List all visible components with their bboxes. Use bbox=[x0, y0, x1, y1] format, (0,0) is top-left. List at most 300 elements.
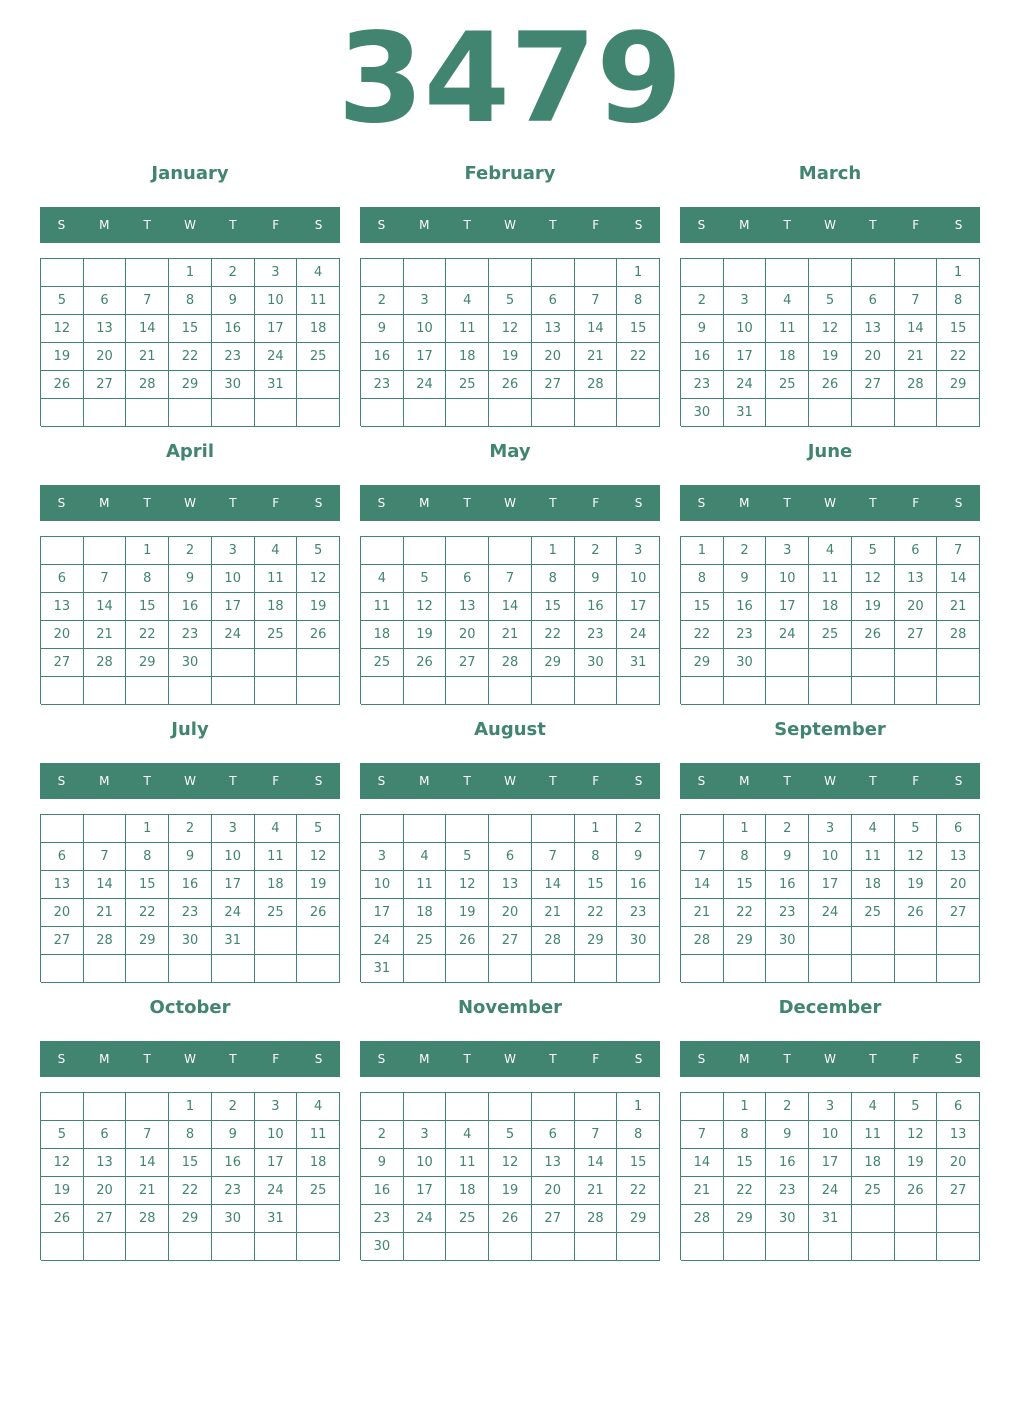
day-cell: 2 bbox=[681, 287, 724, 315]
day-cell: 9 bbox=[212, 287, 255, 315]
day-cell: 23 bbox=[766, 1177, 809, 1205]
day-cell: 13 bbox=[41, 593, 84, 621]
weekday-label: W bbox=[184, 1052, 196, 1066]
empty-day-cell bbox=[766, 677, 809, 705]
day-cell: 27 bbox=[937, 899, 980, 927]
day-cell: 15 bbox=[937, 315, 980, 343]
weekday-label: T bbox=[549, 496, 557, 510]
empty-day-cell bbox=[297, 927, 340, 955]
day-cell: 31 bbox=[617, 649, 660, 677]
weekday-label: W bbox=[504, 218, 516, 232]
empty-day-cell bbox=[617, 1233, 660, 1261]
day-cell: 19 bbox=[895, 871, 938, 899]
day-cell: 16 bbox=[766, 1149, 809, 1177]
empty-day-cell bbox=[126, 1093, 169, 1121]
day-cell: 14 bbox=[681, 1149, 724, 1177]
empty-day-cell bbox=[895, 1233, 938, 1261]
day-cell: 8 bbox=[617, 1121, 660, 1149]
day-cell: 3 bbox=[809, 1093, 852, 1121]
month-name: March bbox=[798, 163, 862, 184]
day-grid bbox=[360, 814, 660, 982]
day-cell: 16 bbox=[766, 871, 809, 899]
empty-day-cell bbox=[809, 1233, 852, 1261]
empty-day-cell bbox=[575, 1093, 618, 1121]
weekday-label: T bbox=[143, 774, 151, 788]
month-april bbox=[40, 436, 340, 714]
day-cell: 11 bbox=[852, 1121, 895, 1149]
day-cell: 12 bbox=[809, 315, 852, 343]
day-cell: 29 bbox=[126, 649, 169, 677]
day-cell: 30 bbox=[361, 1233, 404, 1261]
weekday-label: T bbox=[783, 496, 791, 510]
empty-day-cell bbox=[681, 677, 724, 705]
day-cell: 6 bbox=[852, 287, 895, 315]
empty-day-cell bbox=[361, 537, 404, 565]
day-cell: 30 bbox=[766, 927, 809, 955]
day-cell: 7 bbox=[681, 843, 724, 871]
day-cell: 8 bbox=[724, 843, 767, 871]
weekday-label: T bbox=[463, 1052, 471, 1066]
day-cell: 4 bbox=[446, 287, 489, 315]
empty-day-cell bbox=[766, 399, 809, 427]
day-cell: 20 bbox=[41, 899, 84, 927]
empty-day-cell bbox=[895, 927, 938, 955]
day-cell: 9 bbox=[361, 1149, 404, 1177]
day-cell: 4 bbox=[297, 259, 340, 287]
day-cell: 14 bbox=[575, 1149, 618, 1177]
empty-day-cell bbox=[766, 1233, 809, 1261]
weekday-header bbox=[40, 485, 340, 521]
day-cell: 5 bbox=[446, 843, 489, 871]
day-cell: 17 bbox=[361, 899, 404, 927]
day-cell: 6 bbox=[41, 565, 84, 593]
months-grid bbox=[40, 158, 980, 1270]
weekday-label: M bbox=[99, 496, 110, 510]
day-cell: 3 bbox=[724, 287, 767, 315]
day-cell: 2 bbox=[169, 815, 212, 843]
day-cell: 31 bbox=[255, 371, 298, 399]
day-cell: 8 bbox=[169, 287, 212, 315]
day-cell: 24 bbox=[404, 371, 447, 399]
day-cell: 8 bbox=[126, 843, 169, 871]
day-cell: 21 bbox=[575, 343, 618, 371]
month-name: December bbox=[778, 997, 882, 1018]
day-cell: 2 bbox=[361, 1121, 404, 1149]
empty-day-cell bbox=[84, 1233, 127, 1261]
empty-day-cell bbox=[404, 1233, 447, 1261]
day-cell: 11 bbox=[255, 565, 298, 593]
empty-day-cell bbox=[681, 259, 724, 287]
day-cell: 22 bbox=[724, 899, 767, 927]
empty-day-cell bbox=[404, 259, 447, 287]
day-cell: 19 bbox=[809, 343, 852, 371]
day-grid bbox=[360, 536, 660, 704]
day-cell: 17 bbox=[766, 593, 809, 621]
day-cell: 15 bbox=[724, 1149, 767, 1177]
day-cell: 29 bbox=[532, 649, 575, 677]
day-cell: 25 bbox=[446, 1205, 489, 1233]
empty-day-cell bbox=[724, 955, 767, 983]
empty-day-cell bbox=[809, 259, 852, 287]
day-cell: 8 bbox=[617, 287, 660, 315]
day-cell: 7 bbox=[84, 565, 127, 593]
day-cell: 3 bbox=[212, 537, 255, 565]
day-cell: 26 bbox=[41, 1205, 84, 1233]
day-cell: 21 bbox=[84, 899, 127, 927]
day-cell: 15 bbox=[126, 871, 169, 899]
empty-day-cell bbox=[489, 399, 532, 427]
day-cell: 20 bbox=[532, 1177, 575, 1205]
day-cell: 25 bbox=[255, 899, 298, 927]
day-cell: 10 bbox=[404, 1149, 447, 1177]
empty-day-cell bbox=[575, 399, 618, 427]
weekday-label: F bbox=[272, 218, 280, 232]
day-cell: 22 bbox=[937, 343, 980, 371]
weekday-header bbox=[40, 1041, 340, 1077]
day-cell: 4 bbox=[255, 815, 298, 843]
day-cell: 2 bbox=[575, 537, 618, 565]
day-cell: 26 bbox=[404, 649, 447, 677]
empty-day-cell bbox=[895, 259, 938, 287]
day-cell: 1 bbox=[937, 259, 980, 287]
day-cell: 19 bbox=[41, 1177, 84, 1205]
day-cell: 23 bbox=[169, 621, 212, 649]
day-cell: 17 bbox=[212, 593, 255, 621]
weekday-label: T bbox=[143, 218, 151, 232]
day-cell: 29 bbox=[169, 1205, 212, 1233]
empty-day-cell bbox=[852, 1233, 895, 1261]
empty-day-cell bbox=[852, 399, 895, 427]
month-name: July bbox=[171, 719, 209, 740]
day-cell: 27 bbox=[41, 927, 84, 955]
weekday-label: M bbox=[99, 774, 110, 788]
day-cell: 3 bbox=[617, 537, 660, 565]
empty-day-cell bbox=[41, 1093, 84, 1121]
day-cell: 31 bbox=[255, 1205, 298, 1233]
day-cell: 22 bbox=[126, 621, 169, 649]
day-cell: 12 bbox=[41, 1149, 84, 1177]
empty-day-cell bbox=[41, 815, 84, 843]
day-cell: 27 bbox=[446, 649, 489, 677]
day-cell: 30 bbox=[724, 649, 767, 677]
empty-day-cell bbox=[681, 815, 724, 843]
weekday-label: M bbox=[99, 1052, 110, 1066]
empty-day-cell bbox=[895, 677, 938, 705]
day-cell: 24 bbox=[809, 1177, 852, 1205]
day-cell: 31 bbox=[361, 955, 404, 983]
day-cell: 28 bbox=[575, 1205, 618, 1233]
day-cell: 8 bbox=[724, 1121, 767, 1149]
day-cell: 19 bbox=[404, 621, 447, 649]
day-cell: 20 bbox=[532, 343, 575, 371]
empty-day-cell bbox=[489, 815, 532, 843]
day-cell: 9 bbox=[575, 565, 618, 593]
day-cell: 14 bbox=[84, 593, 127, 621]
empty-day-cell bbox=[489, 1233, 532, 1261]
day-cell: 28 bbox=[937, 621, 980, 649]
empty-day-cell bbox=[297, 399, 340, 427]
empty-day-cell bbox=[84, 955, 127, 983]
empty-day-cell bbox=[809, 399, 852, 427]
day-cell: 5 bbox=[895, 1093, 938, 1121]
day-cell: 9 bbox=[766, 843, 809, 871]
day-cell: 22 bbox=[169, 343, 212, 371]
day-cell: 24 bbox=[766, 621, 809, 649]
empty-day-cell bbox=[297, 371, 340, 399]
month-june bbox=[680, 436, 980, 714]
empty-day-cell bbox=[446, 1233, 489, 1261]
day-cell: 25 bbox=[297, 1177, 340, 1205]
day-cell: 28 bbox=[84, 927, 127, 955]
day-cell: 20 bbox=[446, 621, 489, 649]
day-cell: 10 bbox=[255, 1121, 298, 1149]
empty-day-cell bbox=[41, 537, 84, 565]
day-cell: 27 bbox=[532, 371, 575, 399]
day-cell: 30 bbox=[212, 371, 255, 399]
day-cell: 16 bbox=[681, 343, 724, 371]
day-cell: 2 bbox=[361, 287, 404, 315]
day-cell: 10 bbox=[255, 287, 298, 315]
empty-day-cell bbox=[446, 677, 489, 705]
weekday-label: T bbox=[229, 218, 237, 232]
day-cell: 18 bbox=[852, 1149, 895, 1177]
month-march bbox=[680, 158, 980, 436]
day-cell: 15 bbox=[532, 593, 575, 621]
empty-day-cell bbox=[446, 537, 489, 565]
day-cell: 21 bbox=[126, 1177, 169, 1205]
day-cell: 24 bbox=[255, 1177, 298, 1205]
day-cell: 10 bbox=[212, 565, 255, 593]
day-cell: 21 bbox=[532, 899, 575, 927]
day-cell: 6 bbox=[937, 815, 980, 843]
empty-day-cell bbox=[126, 955, 169, 983]
day-cell: 2 bbox=[617, 815, 660, 843]
day-cell: 25 bbox=[766, 371, 809, 399]
empty-day-cell bbox=[937, 955, 980, 983]
empty-day-cell bbox=[297, 649, 340, 677]
empty-day-cell bbox=[84, 399, 127, 427]
day-cell: 23 bbox=[212, 343, 255, 371]
weekday-label: T bbox=[463, 218, 471, 232]
empty-day-cell bbox=[532, 399, 575, 427]
day-cell: 21 bbox=[895, 343, 938, 371]
day-cell: 10 bbox=[809, 843, 852, 871]
day-cell: 11 bbox=[852, 843, 895, 871]
empty-day-cell bbox=[126, 399, 169, 427]
weekday-label: S bbox=[697, 218, 706, 232]
weekday-label: S bbox=[377, 496, 386, 510]
day-cell: 1 bbox=[681, 537, 724, 565]
empty-day-cell bbox=[937, 1233, 980, 1261]
weekday-label: T bbox=[783, 1052, 791, 1066]
day-cell: 28 bbox=[895, 371, 938, 399]
weekday-label: S bbox=[634, 218, 643, 232]
day-cell: 5 bbox=[297, 815, 340, 843]
empty-day-cell bbox=[852, 649, 895, 677]
day-cell: 17 bbox=[809, 871, 852, 899]
empty-day-cell bbox=[446, 399, 489, 427]
day-cell: 12 bbox=[297, 843, 340, 871]
day-cell: 5 bbox=[41, 287, 84, 315]
month-january bbox=[40, 158, 340, 436]
day-cell: 5 bbox=[809, 287, 852, 315]
empty-day-cell bbox=[404, 1093, 447, 1121]
day-cell: 18 bbox=[446, 343, 489, 371]
weekday-label: T bbox=[783, 774, 791, 788]
weekday-label: T bbox=[549, 1052, 557, 1066]
day-cell: 23 bbox=[212, 1177, 255, 1205]
day-cell: 7 bbox=[126, 1121, 169, 1149]
empty-day-cell bbox=[297, 1233, 340, 1261]
day-cell: 19 bbox=[895, 1149, 938, 1177]
weekday-label: W bbox=[184, 774, 196, 788]
empty-day-cell bbox=[404, 955, 447, 983]
day-cell: 10 bbox=[361, 871, 404, 899]
day-cell: 11 bbox=[809, 565, 852, 593]
month-august bbox=[360, 714, 660, 992]
day-cell: 1 bbox=[724, 1093, 767, 1121]
empty-day-cell bbox=[895, 1205, 938, 1233]
weekday-label: M bbox=[739, 774, 750, 788]
empty-day-cell bbox=[724, 1233, 767, 1261]
empty-day-cell bbox=[895, 649, 938, 677]
empty-day-cell bbox=[255, 1233, 298, 1261]
day-cell: 10 bbox=[404, 315, 447, 343]
weekday-header bbox=[360, 485, 660, 521]
weekday-label: S bbox=[314, 496, 323, 510]
day-cell: 26 bbox=[852, 621, 895, 649]
day-cell: 26 bbox=[297, 621, 340, 649]
month-name: February bbox=[464, 163, 556, 184]
month-july bbox=[40, 714, 340, 992]
weekday-label: S bbox=[57, 1052, 66, 1066]
weekday-label: M bbox=[739, 1052, 750, 1066]
day-cell: 2 bbox=[212, 259, 255, 287]
empty-day-cell bbox=[489, 259, 532, 287]
day-cell: 7 bbox=[532, 843, 575, 871]
day-cell: 11 bbox=[446, 315, 489, 343]
weekday-label: S bbox=[377, 218, 386, 232]
day-cell: 22 bbox=[617, 343, 660, 371]
empty-day-cell bbox=[126, 259, 169, 287]
day-cell: 25 bbox=[809, 621, 852, 649]
empty-day-cell bbox=[361, 815, 404, 843]
day-cell: 7 bbox=[895, 287, 938, 315]
day-cell: 3 bbox=[404, 287, 447, 315]
day-cell: 25 bbox=[446, 371, 489, 399]
day-grid bbox=[680, 258, 980, 426]
day-cell: 18 bbox=[255, 871, 298, 899]
day-cell: 20 bbox=[84, 1177, 127, 1205]
day-cell: 18 bbox=[766, 343, 809, 371]
day-cell: 24 bbox=[809, 899, 852, 927]
day-cell: 30 bbox=[169, 927, 212, 955]
day-cell: 25 bbox=[361, 649, 404, 677]
day-cell: 15 bbox=[169, 315, 212, 343]
empty-day-cell bbox=[126, 677, 169, 705]
empty-day-cell bbox=[532, 815, 575, 843]
day-cell: 16 bbox=[724, 593, 767, 621]
day-cell: 23 bbox=[724, 621, 767, 649]
month-name: June bbox=[807, 441, 853, 462]
day-cell: 25 bbox=[297, 343, 340, 371]
day-cell: 23 bbox=[766, 899, 809, 927]
day-cell: 17 bbox=[404, 343, 447, 371]
day-cell: 15 bbox=[681, 593, 724, 621]
weekday-label: S bbox=[57, 218, 66, 232]
empty-day-cell bbox=[937, 677, 980, 705]
day-cell: 12 bbox=[852, 565, 895, 593]
day-cell: 5 bbox=[489, 1121, 532, 1149]
weekday-label: T bbox=[229, 496, 237, 510]
day-grid bbox=[40, 814, 340, 982]
empty-day-cell bbox=[255, 927, 298, 955]
weekday-label: F bbox=[592, 496, 600, 510]
empty-day-cell bbox=[489, 955, 532, 983]
day-cell: 20 bbox=[489, 899, 532, 927]
day-cell: 6 bbox=[84, 1121, 127, 1149]
day-cell: 14 bbox=[126, 1149, 169, 1177]
empty-day-cell bbox=[41, 677, 84, 705]
day-cell: 1 bbox=[169, 259, 212, 287]
month-may bbox=[360, 436, 660, 714]
empty-day-cell bbox=[255, 677, 298, 705]
empty-day-cell bbox=[446, 815, 489, 843]
empty-day-cell bbox=[446, 259, 489, 287]
day-cell: 20 bbox=[937, 1149, 980, 1177]
day-cell: 8 bbox=[937, 287, 980, 315]
day-cell: 20 bbox=[895, 593, 938, 621]
month-name: November bbox=[457, 997, 563, 1018]
day-cell: 2 bbox=[212, 1093, 255, 1121]
day-cell: 20 bbox=[852, 343, 895, 371]
month-name: May bbox=[489, 441, 531, 462]
day-cell: 28 bbox=[681, 927, 724, 955]
day-cell: 5 bbox=[41, 1121, 84, 1149]
day-cell: 15 bbox=[617, 1149, 660, 1177]
day-cell: 9 bbox=[766, 1121, 809, 1149]
weekday-label: W bbox=[504, 774, 516, 788]
weekday-label: T bbox=[229, 1052, 237, 1066]
empty-day-cell bbox=[169, 399, 212, 427]
day-cell: 7 bbox=[84, 843, 127, 871]
empty-day-cell bbox=[404, 399, 447, 427]
empty-day-cell bbox=[895, 399, 938, 427]
day-cell: 14 bbox=[126, 315, 169, 343]
month-name: October bbox=[149, 997, 231, 1018]
empty-day-cell bbox=[766, 259, 809, 287]
month-name: August bbox=[474, 719, 546, 740]
day-cell: 20 bbox=[84, 343, 127, 371]
day-cell: 17 bbox=[724, 343, 767, 371]
day-cell: 16 bbox=[212, 1149, 255, 1177]
day-cell: 8 bbox=[169, 1121, 212, 1149]
empty-day-cell bbox=[361, 399, 404, 427]
day-cell: 30 bbox=[766, 1205, 809, 1233]
day-cell: 11 bbox=[766, 315, 809, 343]
empty-day-cell bbox=[446, 1093, 489, 1121]
day-cell: 19 bbox=[446, 899, 489, 927]
day-cell: 29 bbox=[126, 927, 169, 955]
day-cell: 16 bbox=[212, 315, 255, 343]
empty-day-cell bbox=[212, 955, 255, 983]
day-cell: 6 bbox=[489, 843, 532, 871]
day-cell: 21 bbox=[681, 899, 724, 927]
empty-day-cell bbox=[489, 1093, 532, 1121]
empty-day-cell bbox=[361, 259, 404, 287]
day-cell: 24 bbox=[724, 371, 767, 399]
day-cell: 13 bbox=[895, 565, 938, 593]
